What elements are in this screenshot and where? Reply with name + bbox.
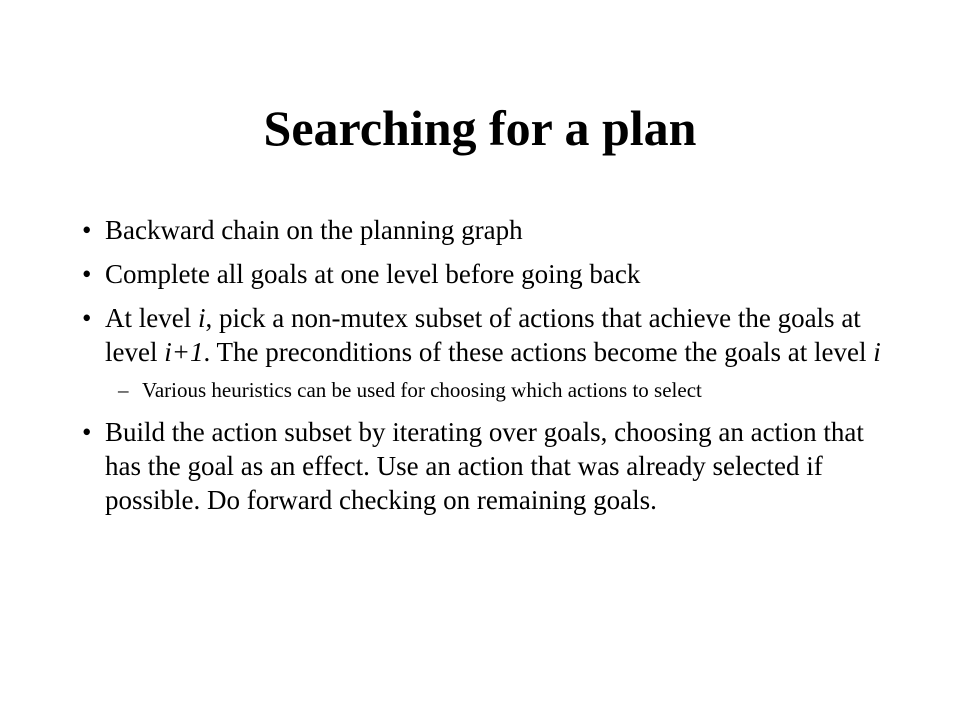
bullet-text-part: . The preconditions of these actions become the goals at level xyxy=(203,337,874,367)
bullet-text: Complete all goals at one level before going back xyxy=(105,259,641,289)
bullet-item xyxy=(82,415,882,517)
level-variable: i xyxy=(197,303,206,333)
bullet-marker: • xyxy=(82,303,92,333)
bullet-text-part: , pick a non-mutex subset of actions that achieve the goals at level xyxy=(105,303,861,367)
bullet-item xyxy=(82,257,882,291)
slide-title: Searching for a plan xyxy=(263,100,697,156)
bullet-text-part: At level xyxy=(105,303,198,333)
bullet-text: Build the action subset by iterating over goals, choosing an action that has the goal as an effect. Use an action that was already selected if possible. Do forward checking on remaining goals. xyxy=(105,417,864,515)
level-variable: i xyxy=(873,337,881,367)
bullet-list xyxy=(82,213,882,527)
bullet-text xyxy=(105,303,881,367)
sub-bullet-text: Various heuristics can be used for choosing which actions to select xyxy=(142,378,702,402)
level-variable: i+1 xyxy=(164,337,204,367)
sub-bullet-marker: – xyxy=(118,378,129,402)
sub-bullet-item xyxy=(118,377,882,403)
bullet-marker: • xyxy=(82,417,92,447)
bullet-item xyxy=(82,213,882,247)
bullet-marker: • xyxy=(82,259,92,289)
bullet-item xyxy=(82,301,882,369)
bullet-marker: • xyxy=(82,215,92,245)
bullet-text: Backward chain on the planning graph xyxy=(105,215,523,245)
